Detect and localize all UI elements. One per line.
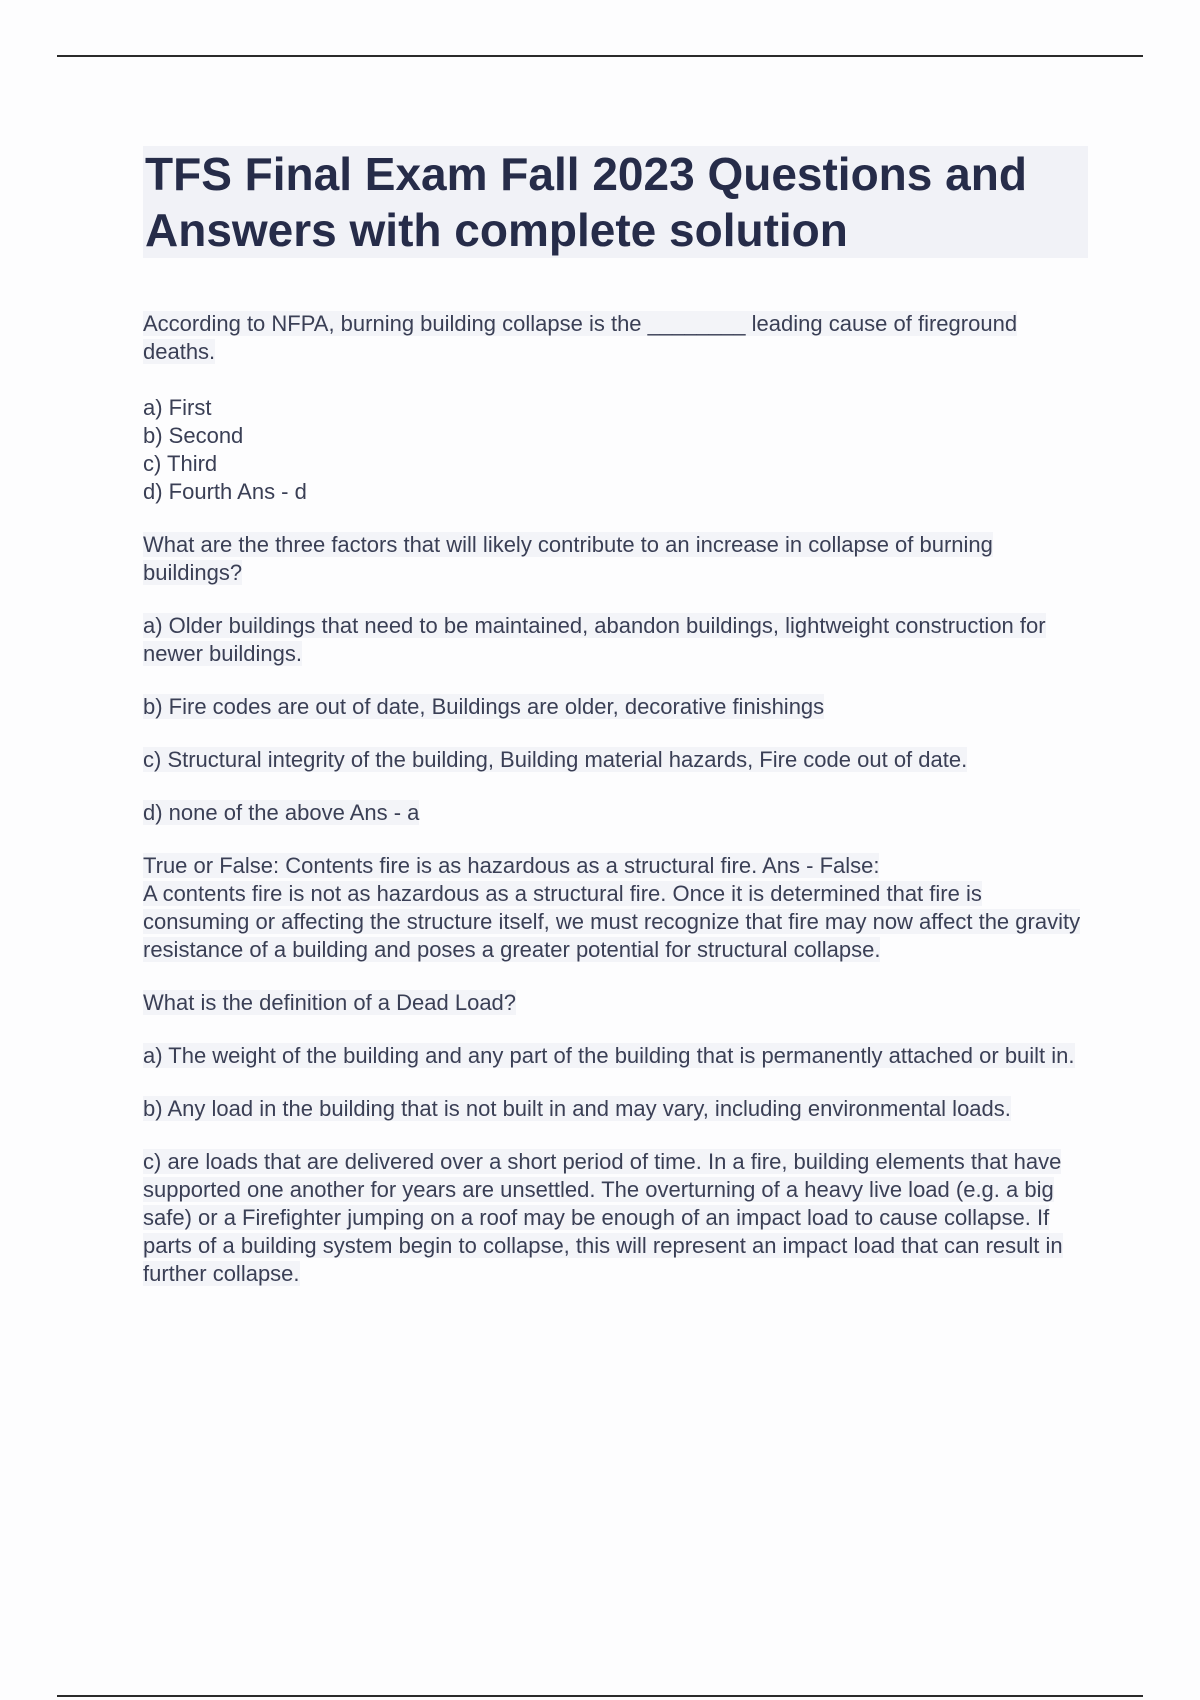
question-1-option-d: d) Fourth Ans - d [143, 479, 307, 504]
question-2-text: What are the three factors that will likely contribute to an increase in collapse of burning buildings? [143, 532, 993, 585]
document-title: TFS Final Exam Fall 2023 Questions and Answers with complete solution [143, 146, 1088, 258]
question-3-answer-detail: A contents fire is not as hazardous as a structural fire. Once it is determined that fire is consuming or affecting the structure itself, we must recognize that fire may now affect the gravity resistance of a building and poses a greater potential for structural collapse. [143, 881, 1081, 962]
question-2-option-b: b) Fire codes are out of date, Buildings are older, decorative finishings [143, 694, 825, 719]
question-1-text: According to NFPA, burning building collapse is the ________ leading cause of fireground deaths. [143, 311, 1018, 364]
question-2-option-d: d) none of the above Ans - a [143, 800, 420, 825]
document-page [143, 146, 1088, 1288]
question-1-option-b: b) Second [143, 423, 244, 448]
footer-rule [57, 1695, 1143, 1697]
header-rule [57, 55, 1143, 57]
question-2-option-a: a) Older buildings that need to be maintained, abandon buildings, lightweight construction for newer buildings. [143, 613, 1046, 666]
question-4-text: What is the definition of a Dead Load? [143, 990, 517, 1015]
question-1-option-a: a) First [143, 395, 212, 420]
question-4-option-a: a) The weight of the building and any part of the building that is permanently attached or built in. [143, 1043, 1075, 1068]
question-2-option-c: c) Structural integrity of the building, Building material hazards, Fire code out of date. [143, 747, 968, 772]
question-1-option-c: c) Third [143, 451, 218, 476]
question-3-text: True or False: Contents fire is as hazardous as a structural fire. Ans - False: [143, 853, 880, 878]
question-4-option-b: b) Any load in the building that is not built in and may vary, including environmental loads. [143, 1096, 1011, 1121]
question-4-option-c: c) are loads that are delivered over a short period of time. In a fire, building elements that have supported one another for years are unsettled. The overturning of a heavy live load (e.g. a big safe) or a Firefighter jumping on a roof may be enough of an impact load to cause collapse. If parts of a building system begin to collapse, this will represent an impact load that can result in further collapse. [143, 1149, 1063, 1286]
question-1-options [143, 394, 1088, 506]
